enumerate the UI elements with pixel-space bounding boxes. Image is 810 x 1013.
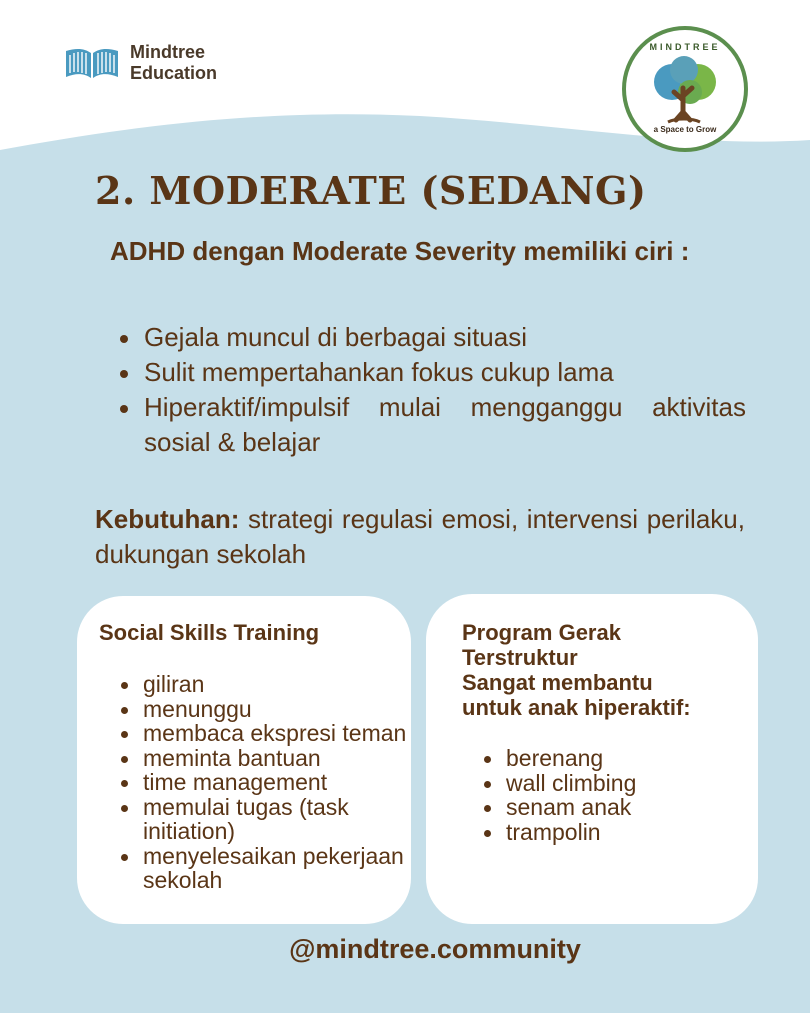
card-structured-movement — [426, 594, 758, 924]
logo-name: MINDTREE — [649, 42, 721, 52]
list-item: senam anak — [482, 795, 752, 820]
list-item: Sulit mempertahankan fokus cukup lama — [118, 355, 746, 390]
list-item: menyelesaikan pekerjaan sekolah — [119, 844, 409, 893]
card-title-line: Terstruktur — [462, 645, 578, 670]
symptom-list — [118, 320, 746, 460]
card-social-skills — [77, 596, 411, 924]
brand-line-2: Education — [130, 63, 218, 83]
list-item: meminta bantuan — [119, 746, 409, 771]
card-title — [462, 620, 752, 720]
community-handle: @mindtree.community — [289, 934, 581, 964]
card-title-line: Sangat membantu — [462, 670, 653, 695]
mindtree-logo — [622, 26, 748, 152]
needs-text: strategi regulasi emosi, intervensi perilaku, dukungan sekolah — [95, 504, 745, 569]
needs-label: Kebutuhan: — [95, 504, 240, 534]
list-item: berenang — [482, 746, 752, 771]
needs-paragraph — [95, 502, 745, 572]
list-item: time management — [119, 770, 409, 795]
list-item: menunggu — [119, 697, 409, 722]
page-title: 2. MODERATE (SEDANG) — [95, 168, 647, 213]
card-title-line: Program Gerak — [462, 620, 621, 645]
brand — [62, 42, 217, 84]
list-item: trampolin — [482, 820, 752, 845]
list-item: wall climbing — [482, 771, 752, 796]
subtitle: ADHD dengan Moderate Severity memiliki ciri : — [110, 236, 690, 266]
open-book-icon — [62, 43, 122, 83]
movement-program-list — [482, 746, 752, 844]
social-skills-list — [119, 672, 409, 893]
card-title-line: untuk anak hiperaktif: — [462, 695, 691, 720]
list-item: Hiperaktif/impulsif mulai mengganggu aktivitas sosial & belajar — [118, 390, 746, 460]
logo-tagline: a Space to Grow — [653, 125, 717, 134]
list-item: Gejala muncul di berbagai situasi — [118, 320, 746, 355]
brand-line-1: Mindtree — [130, 42, 206, 62]
list-item: memulai tugas (task initiation) — [119, 795, 409, 844]
card-title: Social Skills Training — [99, 620, 320, 645]
brand-name — [130, 42, 217, 84]
list-item: giliran — [119, 672, 409, 697]
list-item: membaca ekspresi teman — [119, 721, 409, 746]
